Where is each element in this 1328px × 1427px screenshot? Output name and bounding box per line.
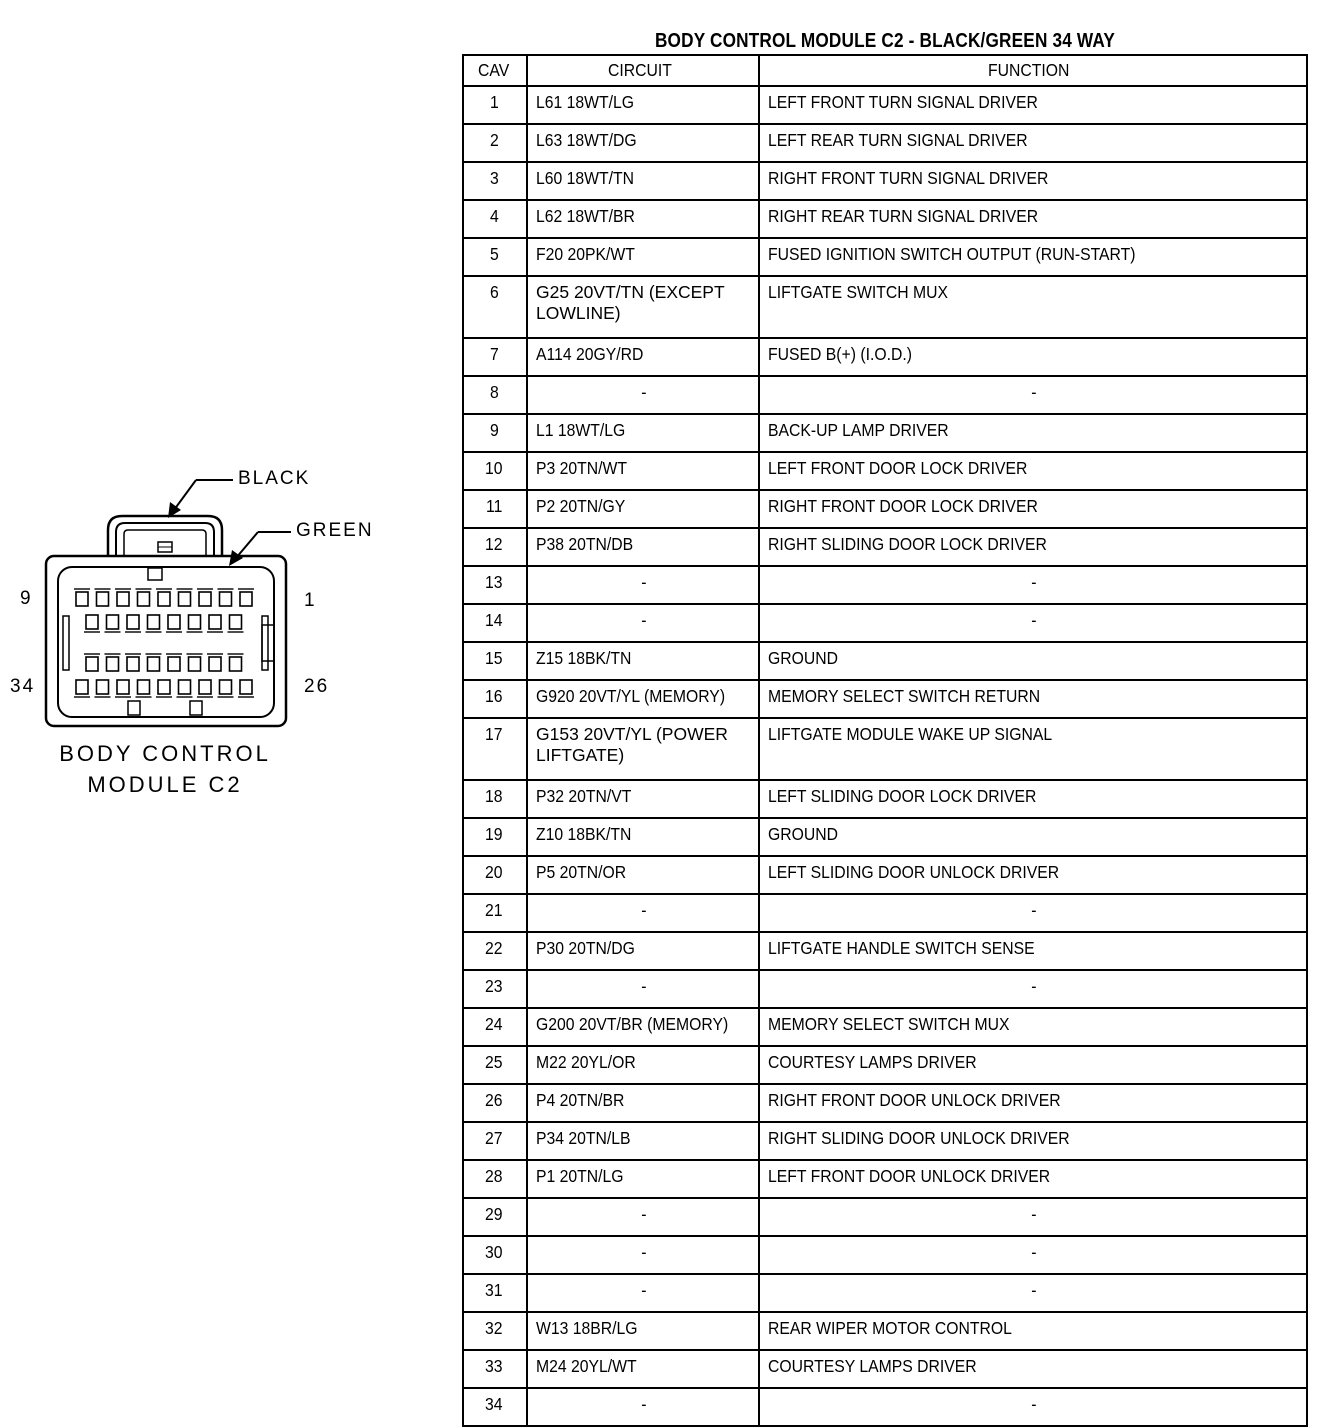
cav-cell: 19 bbox=[463, 818, 527, 856]
pin-cavity bbox=[148, 657, 160, 671]
function-cell: - bbox=[759, 894, 1307, 932]
cav-cell: 17 bbox=[463, 718, 527, 780]
circuit-cell: G200 20VT/BR (MEMORY) bbox=[527, 1008, 759, 1046]
header-circuit: CIRCUIT bbox=[527, 55, 759, 86]
cav-cell: 10 bbox=[463, 452, 527, 490]
function-cell: REAR WIPER MOTOR CONTROL bbox=[759, 1312, 1307, 1350]
circuit-cell: - bbox=[527, 1274, 759, 1312]
caption-line-2: MODULE C2 bbox=[87, 772, 243, 797]
pin-cavity bbox=[209, 615, 221, 629]
pin-cavity bbox=[189, 615, 201, 629]
cav-cell: 28 bbox=[463, 1160, 527, 1198]
pin-cavity bbox=[107, 615, 119, 629]
circuit-cell: P38 20TN/DB bbox=[527, 528, 759, 566]
function-cell: LEFT FRONT DOOR LOCK DRIVER bbox=[759, 452, 1307, 490]
pin-cavities bbox=[74, 589, 254, 697]
table-row bbox=[463, 414, 1307, 452]
connector-caption bbox=[40, 738, 290, 800]
pin-cavity bbox=[97, 680, 109, 694]
cav-cell: 30 bbox=[463, 1236, 527, 1274]
pin-cavity bbox=[240, 680, 252, 694]
pin-cavity bbox=[230, 657, 242, 671]
pinout-table bbox=[462, 54, 1308, 1427]
pin-cavity bbox=[148, 615, 160, 629]
pin-cavity bbox=[117, 680, 129, 694]
cav-cell: 26 bbox=[463, 1084, 527, 1122]
connector-diagram bbox=[0, 460, 400, 820]
table-row bbox=[463, 1236, 1307, 1274]
pin-cavity bbox=[86, 657, 98, 671]
table-row bbox=[463, 200, 1307, 238]
pin-cavity bbox=[107, 657, 119, 671]
table-row bbox=[463, 1008, 1307, 1046]
page-title: BODY CONTROL MODULE C2 - BLACK/GREEN 34 WAY bbox=[654, 30, 1116, 52]
cav-cell: 25 bbox=[463, 1046, 527, 1084]
function-cell: RIGHT REAR TURN SIGNAL DRIVER bbox=[759, 200, 1307, 238]
table-row bbox=[463, 452, 1307, 490]
cav-cell: 6 bbox=[463, 276, 527, 338]
pin-cavity bbox=[240, 592, 252, 606]
cav-cell: 12 bbox=[463, 528, 527, 566]
cav-cell: 5 bbox=[463, 238, 527, 276]
circuit-cell: Z15 18BK/TN bbox=[527, 642, 759, 680]
circuit-cell: P5 20TN/OR bbox=[527, 856, 759, 894]
function-cell: RIGHT FRONT DOOR UNLOCK DRIVER bbox=[759, 1084, 1307, 1122]
pin-cavity bbox=[138, 680, 150, 694]
circuit-cell: P32 20TN/VT bbox=[527, 780, 759, 818]
pin-cavity bbox=[117, 592, 129, 606]
table-row bbox=[463, 1122, 1307, 1160]
function-cell: - bbox=[759, 566, 1307, 604]
pin-cavity bbox=[230, 615, 242, 629]
table-row bbox=[463, 1350, 1307, 1388]
pin-cavity bbox=[158, 592, 170, 606]
table-row bbox=[463, 86, 1307, 124]
function-cell: - bbox=[759, 1274, 1307, 1312]
circuit-cell: P30 20TN/DG bbox=[527, 932, 759, 970]
function-cell: RIGHT FRONT TURN SIGNAL DRIVER bbox=[759, 162, 1307, 200]
circuit-cell: P1 20TN/LG bbox=[527, 1160, 759, 1198]
function-cell: LIFTGATE SWITCH MUX bbox=[759, 276, 1307, 338]
circuit-cell: Z10 18BK/TN bbox=[527, 818, 759, 856]
cav-cell: 7 bbox=[463, 338, 527, 376]
function-cell: FUSED B(+) (I.O.D.) bbox=[759, 338, 1307, 376]
function-cell: COURTESY LAMPS DRIVER bbox=[759, 1350, 1307, 1388]
pin-cavity bbox=[76, 680, 88, 694]
function-cell: LEFT SLIDING DOOR UNLOCK DRIVER bbox=[759, 856, 1307, 894]
pin-cavity bbox=[199, 680, 211, 694]
circuit-cell: - bbox=[527, 604, 759, 642]
cav-cell: 16 bbox=[463, 680, 527, 718]
pin-cavity bbox=[127, 615, 139, 629]
circuit-cell: - bbox=[527, 1236, 759, 1274]
table-row bbox=[463, 490, 1307, 528]
table-row bbox=[463, 162, 1307, 200]
table-row bbox=[463, 1198, 1307, 1236]
table-row bbox=[463, 1160, 1307, 1198]
circuit-cell: L63 18WT/DG bbox=[527, 124, 759, 162]
cav-cell: 3 bbox=[463, 162, 527, 200]
cav-cell: 20 bbox=[463, 856, 527, 894]
circuit-cell: W13 18BR/LG bbox=[527, 1312, 759, 1350]
table-row bbox=[463, 718, 1307, 780]
cav-cell: 23 bbox=[463, 970, 527, 1008]
circuit-cell: - bbox=[527, 970, 759, 1008]
circuit-cell: M22 20YL/OR bbox=[527, 1046, 759, 1084]
circuit-cell: L62 18WT/BR bbox=[527, 200, 759, 238]
function-cell: RIGHT SLIDING DOOR LOCK DRIVER bbox=[759, 528, 1307, 566]
cav-cell: 8 bbox=[463, 376, 527, 414]
function-cell: - bbox=[759, 970, 1307, 1008]
table-header-row bbox=[463, 55, 1307, 86]
function-cell: RIGHT FRONT DOOR LOCK DRIVER bbox=[759, 490, 1307, 528]
function-cell: MEMORY SELECT SWITCH RETURN bbox=[759, 680, 1307, 718]
cav-cell: 31 bbox=[463, 1274, 527, 1312]
cav-cell: 18 bbox=[463, 780, 527, 818]
circuit-cell: - bbox=[527, 1388, 759, 1426]
cav-cell: 24 bbox=[463, 1008, 527, 1046]
function-cell: LEFT FRONT TURN SIGNAL DRIVER bbox=[759, 86, 1307, 124]
table-row bbox=[463, 818, 1307, 856]
pin-cavity bbox=[158, 680, 170, 694]
table-row bbox=[463, 856, 1307, 894]
pin-cavity bbox=[168, 657, 180, 671]
table-body bbox=[463, 86, 1307, 1426]
circuit-cell: - bbox=[527, 1198, 759, 1236]
pin-9-label: 9 bbox=[20, 588, 33, 609]
circuit-cell: F20 20PK/WT bbox=[527, 238, 759, 276]
circuit-cell: M24 20YL/WT bbox=[527, 1350, 759, 1388]
table-row bbox=[463, 970, 1307, 1008]
function-cell: LEFT REAR TURN SIGNAL DRIVER bbox=[759, 124, 1307, 162]
pin-cavity bbox=[199, 592, 211, 606]
cav-cell: 1 bbox=[463, 86, 527, 124]
table-row bbox=[463, 528, 1307, 566]
table-row bbox=[463, 338, 1307, 376]
cav-cell: 13 bbox=[463, 566, 527, 604]
circuit-cell: P4 20TN/BR bbox=[527, 1084, 759, 1122]
pin-cavity bbox=[209, 657, 221, 671]
pin-34-label: 34 bbox=[10, 676, 36, 697]
circuit-cell: P3 20TN/WT bbox=[527, 452, 759, 490]
function-cell: COURTESY LAMPS DRIVER bbox=[759, 1046, 1307, 1084]
table-row bbox=[463, 932, 1307, 970]
function-cell: GROUND bbox=[759, 818, 1307, 856]
cav-cell: 15 bbox=[463, 642, 527, 680]
function-cell: BACK-UP LAMP DRIVER bbox=[759, 414, 1307, 452]
pin-cavity bbox=[76, 592, 88, 606]
pin-cavity bbox=[168, 615, 180, 629]
table-row bbox=[463, 1388, 1307, 1426]
function-cell: LIFTGATE MODULE WAKE UP SIGNAL bbox=[759, 718, 1307, 780]
table-row bbox=[463, 642, 1307, 680]
table-row bbox=[463, 604, 1307, 642]
pin-cavity bbox=[220, 680, 232, 694]
pin-cavity bbox=[97, 592, 109, 606]
circuit-cell: P2 20TN/GY bbox=[527, 490, 759, 528]
function-cell: LIFTGATE HANDLE SWITCH SENSE bbox=[759, 932, 1307, 970]
table-row bbox=[463, 894, 1307, 932]
pin-cavity bbox=[220, 592, 232, 606]
function-cell: - bbox=[759, 376, 1307, 414]
pin-cavity bbox=[189, 657, 201, 671]
table-row bbox=[463, 124, 1307, 162]
circuit-cell: G25 20VT/TN (EXCEPT LOWLINE) bbox=[527, 276, 759, 338]
circuit-cell: G920 20VT/YL (MEMORY) bbox=[527, 680, 759, 718]
function-cell: - bbox=[759, 1388, 1307, 1426]
pin-cavity bbox=[179, 592, 191, 606]
function-cell: - bbox=[759, 1236, 1307, 1274]
table-row bbox=[463, 238, 1307, 276]
table-row bbox=[463, 1084, 1307, 1122]
cav-cell: 11 bbox=[463, 490, 527, 528]
pin-cavity bbox=[86, 615, 98, 629]
cav-cell: 4 bbox=[463, 200, 527, 238]
circuit-cell: - bbox=[527, 376, 759, 414]
cav-cell: 2 bbox=[463, 124, 527, 162]
cav-cell: 32 bbox=[463, 1312, 527, 1350]
circuit-cell: L60 18WT/TN bbox=[527, 162, 759, 200]
pin-26-label: 26 bbox=[304, 676, 330, 697]
cav-cell: 27 bbox=[463, 1122, 527, 1160]
function-cell: GROUND bbox=[759, 642, 1307, 680]
circuit-cell: - bbox=[527, 566, 759, 604]
circuit-cell: G153 20VT/YL (POWER LIFTGATE) bbox=[527, 718, 759, 780]
table-row bbox=[463, 780, 1307, 818]
header-cav: CAV bbox=[463, 55, 527, 86]
table-row bbox=[463, 680, 1307, 718]
table-row bbox=[463, 276, 1307, 338]
table-row bbox=[463, 1046, 1307, 1084]
function-cell: - bbox=[759, 604, 1307, 642]
function-cell: LEFT FRONT DOOR UNLOCK DRIVER bbox=[759, 1160, 1307, 1198]
pin-cavity bbox=[138, 592, 150, 606]
circuit-cell: - bbox=[527, 894, 759, 932]
black-label: BLACK bbox=[238, 468, 311, 489]
cav-cell: 29 bbox=[463, 1198, 527, 1236]
header-function: FUNCTION bbox=[759, 55, 1307, 86]
pin-cavity bbox=[179, 680, 191, 694]
function-cell: LEFT SLIDING DOOR LOCK DRIVER bbox=[759, 780, 1307, 818]
cav-cell: 34 bbox=[463, 1388, 527, 1426]
table-row bbox=[463, 1274, 1307, 1312]
table-row bbox=[463, 1312, 1307, 1350]
function-cell: - bbox=[759, 1198, 1307, 1236]
connector-face bbox=[0, 460, 400, 740]
circuit-cell: A114 20GY/RD bbox=[527, 338, 759, 376]
table-row bbox=[463, 376, 1307, 414]
function-cell: MEMORY SELECT SWITCH MUX bbox=[759, 1008, 1307, 1046]
function-cell: RIGHT SLIDING DOOR UNLOCK DRIVER bbox=[759, 1122, 1307, 1160]
function-cell: FUSED IGNITION SWITCH OUTPUT (RUN-START) bbox=[759, 238, 1307, 276]
cav-cell: 14 bbox=[463, 604, 527, 642]
pin-1-label: 1 bbox=[304, 590, 317, 611]
cav-cell: 33 bbox=[463, 1350, 527, 1388]
green-label: GREEN bbox=[296, 520, 374, 541]
cav-cell: 9 bbox=[463, 414, 527, 452]
cav-cell: 21 bbox=[463, 894, 527, 932]
circuit-cell: L61 18WT/LG bbox=[527, 86, 759, 124]
cav-cell: 22 bbox=[463, 932, 527, 970]
circuit-cell: P34 20TN/LB bbox=[527, 1122, 759, 1160]
circuit-cell: L1 18WT/LG bbox=[527, 414, 759, 452]
caption-line-1: BODY CONTROL bbox=[59, 741, 271, 766]
pin-cavity bbox=[127, 657, 139, 671]
table-row bbox=[463, 566, 1307, 604]
